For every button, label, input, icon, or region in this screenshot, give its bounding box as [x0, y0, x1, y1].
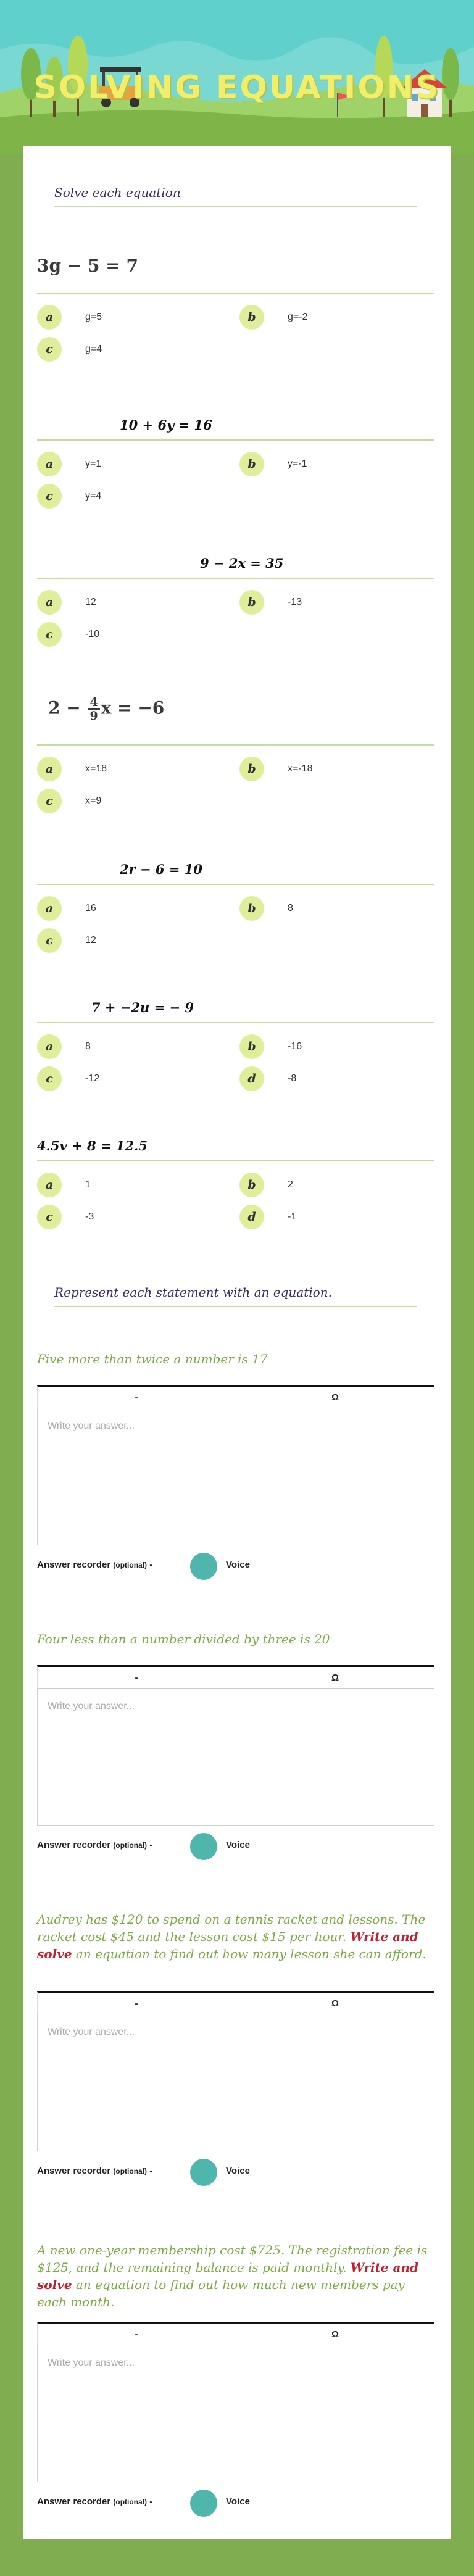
question-divider [37, 578, 434, 579]
recorder-label [37, 1840, 152, 1850]
question-text: 3g − 5 = 7 [37, 256, 138, 276]
voice-label: Voice [226, 2166, 250, 2176]
option-letter: c [37, 622, 62, 647]
option-value: y=-1 [288, 459, 307, 469]
editor-toolbar [37, 1991, 434, 2014]
section-divider [54, 206, 417, 207]
option-letter: a [37, 452, 62, 476]
minus-button[interactable]: - [135, 1998, 138, 2009]
voice-label: Voice [226, 1840, 250, 1850]
option-value: 12 [85, 597, 96, 607]
answer-input[interactable] [38, 1689, 434, 1825]
option-value: 12 [85, 935, 96, 945]
omega-symbol-button[interactable]: Ω [331, 1392, 339, 1403]
option-letter: b [239, 1034, 264, 1059]
prompt-text: A new one-year membership cost $725. The registration fee is $125, and the remaining balance is paid monthly. [37, 2243, 428, 2275]
word-problem-prompt [37, 2242, 434, 2311]
recorder-label-text: Answer recorder [37, 2166, 111, 2176]
option-letter: c [37, 928, 62, 953]
recorder-label-text: Answer recorder [37, 1840, 111, 1850]
recorder-optional: (optional) [113, 1841, 148, 1850]
record-button[interactable] [190, 1833, 217, 1860]
prompt-highlight: Write and solve [37, 1929, 418, 1961]
option-a[interactable] [37, 452, 222, 476]
option-value: -3 [85, 1211, 94, 1222]
header-banner [0, 0, 474, 154]
section-title-represent: Represent each statement with an equation. [54, 1285, 332, 1300]
option-c[interactable] [37, 337, 222, 362]
option-value: -16 [288, 1041, 302, 1052]
record-button[interactable] [190, 2490, 217, 2517]
option-value: g=-2 [288, 312, 308, 322]
recorder-label [37, 2496, 152, 2507]
option-value: -13 [288, 597, 302, 607]
editor-toolbar [37, 2322, 434, 2345]
word-problem-prompt [37, 1631, 434, 1648]
recorder-dash: - [149, 1840, 153, 1850]
record-button[interactable] [190, 1553, 217, 1580]
page-title: SOLVING EQUATIONS [33, 69, 441, 106]
option-b[interactable] [239, 590, 425, 615]
option-c[interactable] [37, 789, 222, 813]
option-a[interactable] [37, 757, 222, 781]
question-divider [37, 1022, 434, 1023]
recorder-optional: (optional) [113, 2498, 148, 2506]
option-a[interactable] [37, 1034, 222, 1059]
minus-button[interactable]: - [135, 2329, 138, 2340]
prompt-text: Five more than twice a number is 17 [37, 1352, 268, 1366]
option-value: -8 [288, 1073, 297, 1084]
omega-symbol-button[interactable]: Ω [331, 1672, 339, 1683]
option-value: y=1 [85, 459, 102, 469]
recorder-dash: - [149, 2496, 153, 2507]
option-value: 1 [85, 1179, 91, 1190]
option-c[interactable] [37, 1066, 222, 1091]
recorder-label [37, 2166, 152, 2176]
fraction [88, 696, 99, 722]
option-letter: a [37, 896, 62, 921]
prompt-text: an equation to find out how many lesson she can afford. [72, 1947, 426, 1961]
option-value: -1 [288, 1211, 297, 1222]
option-value: 8 [288, 903, 293, 913]
recorder-label-text: Answer recorder [37, 1560, 111, 1570]
prompt-text: Four less than a number divided by three is 20 [37, 1632, 330, 1647]
word-problem-prompt [37, 1350, 434, 1368]
option-letter: c [37, 789, 62, 813]
option-value: -10 [85, 629, 100, 639]
question-divider [37, 1160, 434, 1161]
option-a[interactable] [37, 590, 222, 615]
recorder-optional: (optional) [113, 2167, 148, 2175]
option-letter: c [37, 484, 62, 509]
option-letter: c [37, 1066, 62, 1091]
section-title-solve: Solve each equation [54, 185, 181, 200]
minus-button[interactable]: - [135, 1672, 138, 1683]
option-letter: a [37, 1173, 62, 1197]
option-letter: a [37, 590, 62, 615]
option-letter: c [37, 337, 62, 362]
option-c[interactable] [37, 928, 222, 953]
option-letter: b [239, 1173, 264, 1197]
fraction-numerator: 4 [88, 696, 99, 710]
option-value: g=5 [85, 312, 102, 322]
option-c[interactable] [37, 484, 222, 509]
option-value: x=18 [85, 763, 107, 774]
answer-input[interactable] [38, 2014, 434, 2151]
omega-symbol-button[interactable]: Ω [331, 1998, 339, 2009]
option-d[interactable] [239, 1205, 425, 1229]
prompt-text: Audrey has $120 to spend on a tennis racket and lessons. The racket cost $45 and the lesson cost $15 per hour. [37, 1912, 426, 1944]
question-text: 9 − 2x = 35 [200, 555, 284, 571]
recorder-label [37, 1560, 152, 1570]
fraction-denominator: 9 [89, 709, 98, 723]
option-letter: a [37, 757, 62, 781]
answer-input[interactable] [38, 1408, 434, 1545]
voice-label: Voice [226, 2496, 250, 2507]
answer-box [37, 2345, 434, 2482]
voice-label: Voice [226, 1560, 250, 1570]
editor-toolbar [37, 1385, 434, 1408]
option-letter: b [239, 896, 264, 921]
question-divider [37, 439, 434, 441]
recorder-dash: - [149, 1560, 153, 1570]
omega-symbol-button[interactable]: Ω [331, 2329, 339, 2340]
question-text: 10 + 6y = 16 [120, 417, 212, 433]
question-divider [37, 293, 434, 294]
answer-input[interactable] [38, 2345, 434, 2482]
option-b[interactable] [239, 452, 425, 476]
prompt-text: an equation to find out how much new members pay each month. [37, 2277, 405, 2309]
option-b[interactable] [239, 1173, 425, 1197]
option-c[interactable] [37, 622, 222, 647]
option-value: g=4 [85, 344, 102, 354]
section-divider [54, 1306, 417, 1307]
option-d[interactable] [239, 1066, 425, 1091]
prompt-highlight: Write and solve [37, 2260, 418, 2292]
editor-toolbar [37, 1665, 434, 1689]
question-text-left: 2 − [48, 697, 81, 718]
answer-recorder [37, 1552, 434, 1581]
option-letter: d [239, 1205, 264, 1229]
question-text: 7 + −2u = − 9 [91, 1000, 194, 1015]
answer-recorder [37, 2488, 434, 2518]
option-letter: a [37, 1034, 62, 1059]
option-letter: b [239, 757, 264, 781]
question-divider [37, 884, 434, 885]
option-a[interactable] [37, 1173, 222, 1197]
question-text: 4.5v + 8 = 12.5 [37, 1138, 148, 1153]
question-text: 2r − 6 = 10 [120, 862, 202, 877]
option-letter: c [37, 1205, 62, 1229]
option-letter: d [239, 1066, 264, 1091]
question-text [48, 696, 164, 722]
worksheet-card [23, 146, 451, 2539]
option-value: x=-18 [288, 763, 313, 774]
option-a[interactable] [37, 305, 222, 330]
recorder-dash: - [149, 2166, 153, 2176]
question-text-right: x = −6 [101, 697, 165, 718]
option-value: y=4 [85, 491, 102, 501]
option-letter: a [37, 305, 62, 330]
option-a[interactable] [37, 896, 222, 921]
option-value: 16 [85, 903, 96, 913]
question-divider [37, 744, 434, 746]
option-value: x=9 [85, 796, 102, 806]
recorder-optional: (optional) [113, 1561, 148, 1569]
record-button[interactable] [190, 2159, 217, 2186]
minus-button[interactable]: - [135, 1392, 138, 1403]
option-value: 2 [288, 1179, 293, 1190]
answer-recorder [37, 1832, 434, 1861]
option-value: -12 [85, 1073, 100, 1084]
option-b[interactable] [239, 896, 425, 921]
answer-box [37, 1408, 434, 1545]
option-b[interactable] [239, 1034, 425, 1059]
answer-recorder [37, 2158, 434, 2187]
word-problem-prompt [37, 1911, 434, 1963]
option-value: 8 [85, 1041, 91, 1052]
option-c[interactable] [37, 1205, 222, 1229]
answer-box [37, 1689, 434, 1826]
option-b[interactable] [239, 305, 425, 330]
option-letter: b [239, 590, 264, 615]
option-letter: b [239, 452, 264, 476]
answer-box [37, 2014, 434, 2151]
recorder-label-text: Answer recorder [37, 2496, 111, 2507]
option-letter: b [239, 305, 264, 330]
option-b[interactable] [239, 757, 425, 781]
